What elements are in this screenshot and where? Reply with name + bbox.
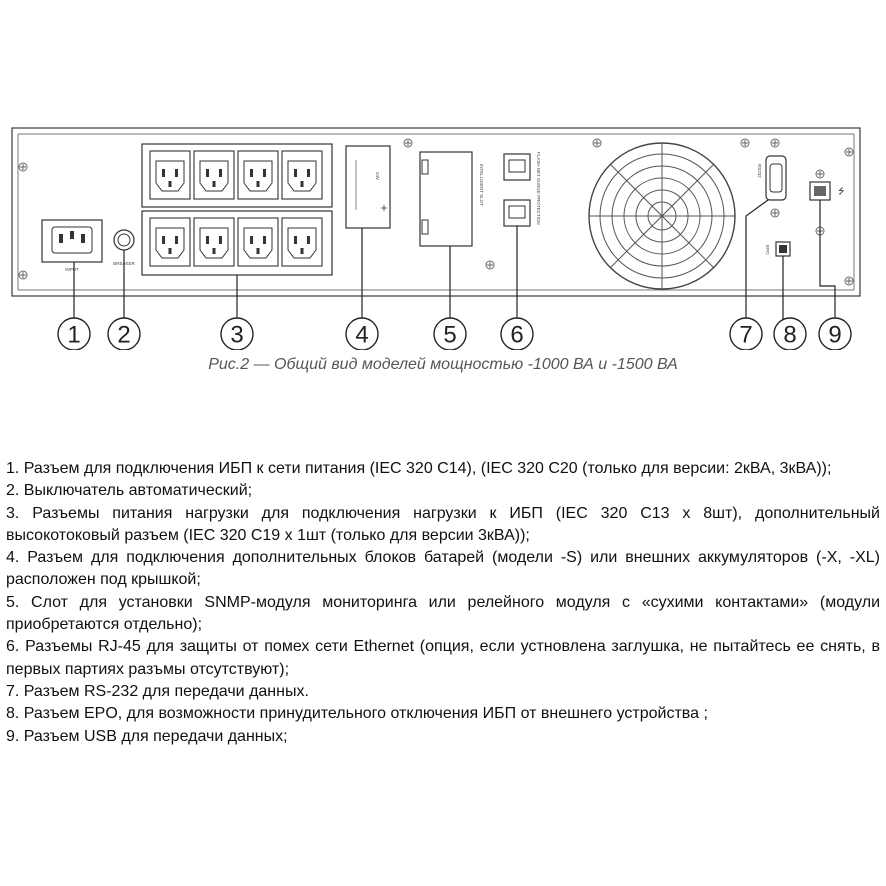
output-socket	[150, 151, 190, 199]
screw-icon	[845, 148, 853, 156]
breaker-label: BREAKER	[113, 261, 135, 266]
screw-icon	[741, 139, 749, 147]
screw-icon	[816, 170, 824, 178]
battery-label: 24V	[375, 172, 380, 181]
usb-icon: ⭍	[838, 187, 845, 196]
legend-list	[6, 458, 880, 748]
intelligent-slot-label: INTELLIGENT SLOT	[479, 164, 484, 206]
screw-icon	[771, 209, 779, 217]
callout-number: 1	[67, 321, 81, 349]
callout-2	[108, 318, 140, 350]
output-socket	[194, 218, 234, 266]
figure-caption: Рис.2 — Общий вид моделей мощностью -1000 ВА и -1500 ВА	[208, 356, 678, 373]
legend-item: 6. Разъемы RJ-45 для защиты от помех сети Ethernet (опция, если устновлена заглушка, не пытайтесь ее снять, в первых партиях разъмы отсутствуют);	[6, 638, 880, 678]
output-socket	[238, 218, 278, 266]
output-socket	[194, 151, 234, 199]
callout-number: 2	[117, 321, 131, 349]
screw-icon	[593, 139, 601, 147]
input-label: INPUT	[65, 267, 79, 272]
legend-item: 2. Выключатель автоматический;	[6, 482, 253, 500]
legend-item: 8. Разъем EPO, для возможности принудительного отключения ИБП от внешнего устройства ;	[6, 705, 708, 723]
callout-number: 8	[783, 321, 797, 349]
callout-number: 7	[739, 321, 753, 349]
callout-3	[221, 318, 253, 350]
output-socket	[282, 151, 322, 199]
legend-item: 4. Разъем для подключения дополнительных блоков батарей (модели -S) или внешних аккумуляторов (-X, -XL) расположен под крышкой;	[6, 549, 880, 589]
callout-5	[434, 318, 466, 350]
battery-connector-cover	[346, 146, 390, 228]
epo-port	[765, 242, 790, 256]
legend-item: 3. Разъемы питания нагрузки для подключения нагрузки к ИБП (IEC 320 C13 x 8шт), дополнительный высокотоковый разъем (IEC 320 C19 x 1шт (только для версии 3кВА));	[6, 504, 880, 544]
screw-icon	[845, 277, 853, 285]
net-protection-label: FLASH NET SURGE PROTECTION	[536, 152, 541, 225]
legend-item: 1. Разъем для подключения ИБП к сети питания (IEC 320 C14), (IEC 320 C20 (только для версии: 2кВА, 3кВА));	[6, 460, 832, 477]
callout-7	[730, 318, 762, 350]
screw-icon	[771, 139, 779, 147]
screw-icon	[19, 163, 27, 171]
legend-item: 5. Слот для установки SNMP-модуля мониторинга или релейного модуля с «сухими контактами» (модули приобретаются отдельно);	[6, 593, 880, 634]
callout-number: 6	[510, 321, 524, 349]
callout-number: 3	[230, 321, 244, 349]
screw-icon	[404, 139, 412, 147]
ups-rear-panel-diagram	[0, 120, 886, 350]
callout-1	[58, 318, 90, 350]
callouts	[58, 318, 851, 350]
fan-grille	[589, 143, 735, 289]
output-socket	[150, 218, 190, 266]
screw-icon	[19, 271, 27, 279]
callout-9	[819, 318, 851, 350]
epo-label: EPO	[765, 245, 770, 255]
legend-item: 9. Разъем USB для передачи данных;	[6, 727, 288, 745]
callout-number: 9	[828, 321, 842, 349]
output-socket	[238, 151, 278, 199]
callout-number: 4	[355, 321, 369, 349]
rs232-label: RS232	[757, 164, 762, 178]
callout-6	[501, 318, 533, 350]
callout-number: 5	[443, 321, 457, 349]
screw-icon	[486, 261, 494, 269]
legend-item: 7. Разъем RS-232 для передачи данных.	[6, 682, 309, 700]
output-socket	[282, 218, 322, 266]
callout-8	[774, 318, 806, 350]
callout-4	[346, 318, 378, 350]
